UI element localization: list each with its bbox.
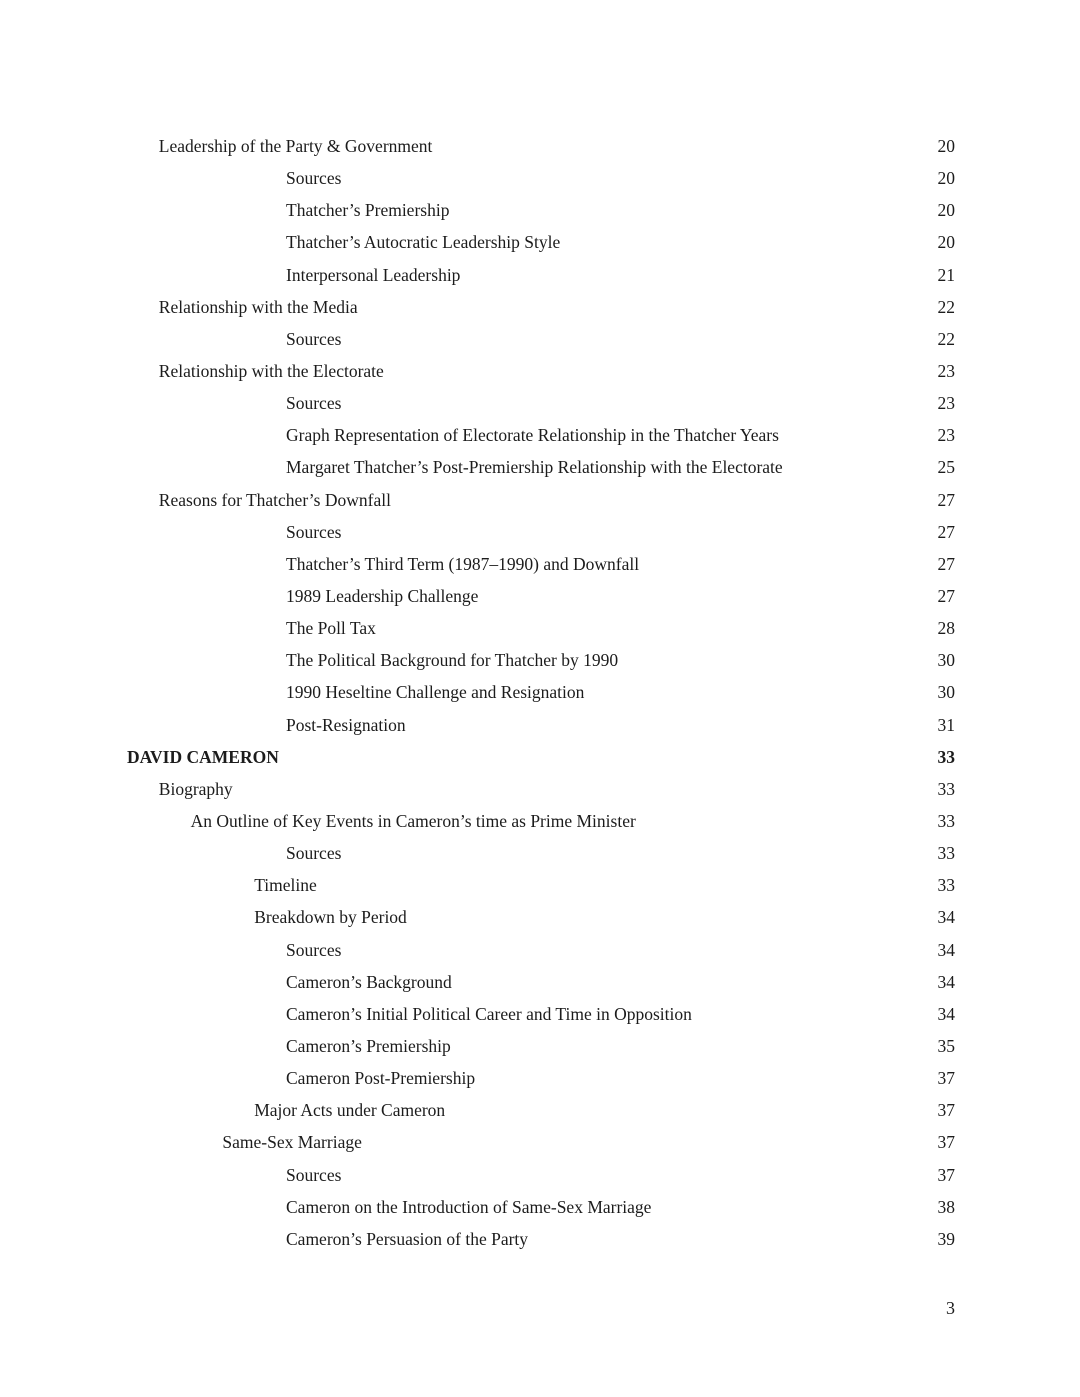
toc-entry-page: 38	[937, 1196, 955, 1217]
toc-entry-page: 25	[937, 457, 955, 478]
toc-entry	[127, 805, 955, 837]
toc-entry	[127, 226, 955, 258]
toc-entry-page: 20	[937, 232, 955, 253]
toc-entry	[127, 387, 955, 419]
toc-entry-page: 34	[937, 1003, 955, 1024]
toc-entry	[127, 355, 955, 387]
toc-entry-page: 33	[937, 810, 955, 831]
toc-entry-label: Cameron on the Introduction of Same-Sex Marriage	[286, 1196, 652, 1217]
toc-entry	[127, 548, 955, 580]
toc-entry-page: 27	[937, 585, 955, 606]
toc-entry-label: Cameron Post-Premiership	[286, 1068, 476, 1089]
toc-entry-page: 20	[937, 168, 955, 189]
toc-entry-label: Cameron’s Persuasion of the Party	[286, 1228, 529, 1249]
toc-entry-page: 20	[937, 136, 955, 156]
toc-entry	[127, 194, 955, 226]
toc-entry-page: 34	[937, 971, 955, 992]
toc-entry-label: Biography	[158, 778, 233, 799]
toc-entry-label: Sources	[286, 1164, 342, 1185]
toc-entry-page: 30	[937, 682, 955, 703]
toc-entry-label: Leadership of the Party & Government	[158, 136, 433, 156]
toc-entry	[127, 1223, 955, 1255]
toc-entry-label: Relationship with the Media	[158, 296, 358, 317]
toc-entry-page: 37	[937, 1100, 955, 1121]
toc-entry-page: 37	[937, 1132, 955, 1153]
toc-entry	[127, 934, 955, 966]
toc-entry-label: Timeline	[254, 875, 317, 896]
toc-entry-page: 33	[937, 843, 955, 864]
toc-entry-label: The Poll Tax	[286, 618, 376, 639]
toc-entry	[127, 998, 955, 1030]
toc-entry	[127, 709, 955, 741]
toc-entry-label: Cameron’s Background	[286, 971, 452, 992]
toc-entry-label: Cameron’s Premiership	[286, 1035, 451, 1056]
toc-entry-label: 1989 Leadership Challenge	[286, 585, 479, 606]
toc-entry-page: 37	[937, 1068, 955, 1089]
toc-entry	[127, 869, 955, 901]
toc-entry	[127, 323, 955, 355]
toc-entry-page: 27	[937, 521, 955, 542]
toc-entry-page: 22	[937, 296, 955, 317]
toc-entry	[127, 484, 955, 516]
toc-entry-page: 23	[937, 360, 955, 381]
toc-entry-page: 27	[937, 489, 955, 510]
toc-entry-label: Relationship with the Electorate	[158, 360, 384, 381]
toc-entry	[127, 837, 955, 869]
toc-entry-label: Sources	[286, 168, 342, 189]
toc-entry-label: Sources	[286, 843, 342, 864]
toc-entry	[127, 130, 955, 162]
toc-entry-page: 33	[937, 875, 955, 896]
toc-entry-label: 1990 Heseltine Challenge and Resignation	[286, 682, 585, 703]
toc-entry-page: 28	[937, 618, 955, 639]
toc-entry	[127, 773, 955, 805]
toc-entry-label: Cameron’s Initial Political Career and Time in Opposition	[286, 1003, 692, 1024]
toc-entry-page: 33	[937, 778, 955, 799]
toc-entry-label: Thatcher’s Third Term (1987–1990) and Downfall	[286, 553, 640, 574]
toc-entry-label: Sources	[286, 328, 342, 349]
toc-entry-label: Thatcher’s Premiership	[286, 200, 450, 221]
toc-entry-label: An Outline of Key Events in Cameron’s time as Prime Minister	[190, 810, 636, 831]
toc-entry-page: 35	[937, 1035, 955, 1056]
toc-entry	[127, 1094, 955, 1126]
toc-entry-page: 23	[937, 425, 955, 446]
toc-entry	[127, 259, 955, 291]
toc-entry	[127, 162, 955, 194]
toc-entry-page: 31	[937, 714, 955, 735]
toc-entry-page: 37	[937, 1164, 955, 1185]
toc-entry-label: Reasons for Thatcher’s Downfall	[158, 489, 391, 510]
toc-entry	[127, 1062, 955, 1094]
toc-entry-label: Sources	[286, 393, 342, 414]
toc-entry	[127, 1126, 955, 1158]
toc-entry	[127, 676, 955, 708]
toc-entry-label: Graph Representation of Electorate Relationship in the Thatcher Years	[286, 425, 779, 446]
toc-entry-label: Sources	[286, 939, 342, 960]
toc-entry-page: 22	[937, 328, 955, 349]
toc-entry	[127, 612, 955, 644]
toc-entry	[127, 419, 955, 451]
toc-entry	[127, 1159, 955, 1191]
toc-entry-page: 33	[937, 746, 955, 767]
toc-list	[127, 130, 955, 1255]
toc-entry-label: Interpersonal Leadership	[286, 264, 461, 285]
toc-entry-page: 34	[937, 939, 955, 960]
toc-entry	[127, 1191, 955, 1223]
toc-entry	[127, 901, 955, 933]
toc-entry	[127, 644, 955, 676]
toc-entry-label: Thatcher’s Autocratic Leadership Style	[286, 232, 561, 253]
toc-entry-page: 39	[937, 1228, 955, 1249]
toc-entry	[127, 516, 955, 548]
toc-entry-page: 34	[937, 907, 955, 928]
toc-entry-label: DAVID CAMERON	[127, 746, 279, 767]
toc-entry-page: 23	[937, 393, 955, 414]
toc-entry-label: Same-Sex Marriage	[222, 1132, 362, 1153]
toc-entry	[127, 741, 955, 773]
toc-entry	[127, 291, 955, 323]
toc-entry-label: Major Acts under Cameron	[254, 1100, 446, 1121]
toc-entry	[127, 451, 955, 483]
toc-entry-label: Breakdown by Period	[254, 907, 407, 928]
toc-entry-page: 30	[937, 650, 955, 671]
toc-entry-page: 21	[937, 264, 955, 285]
toc-entry-page: 20	[937, 200, 955, 221]
toc-entry-label: Margaret Thatcher’s Post-Premiership Relationship with the Electorate	[286, 457, 783, 478]
toc-entry-label: Sources	[286, 521, 342, 542]
toc-entry	[127, 580, 955, 612]
toc-entry	[127, 966, 955, 998]
toc-entry-label: The Political Background for Thatcher by 1990	[286, 650, 619, 671]
toc-entry-page: 27	[937, 553, 955, 574]
toc-entry-label: Post-Resignation	[286, 714, 406, 735]
page-number: 3	[946, 1298, 955, 1318]
toc-entry	[127, 1030, 955, 1062]
